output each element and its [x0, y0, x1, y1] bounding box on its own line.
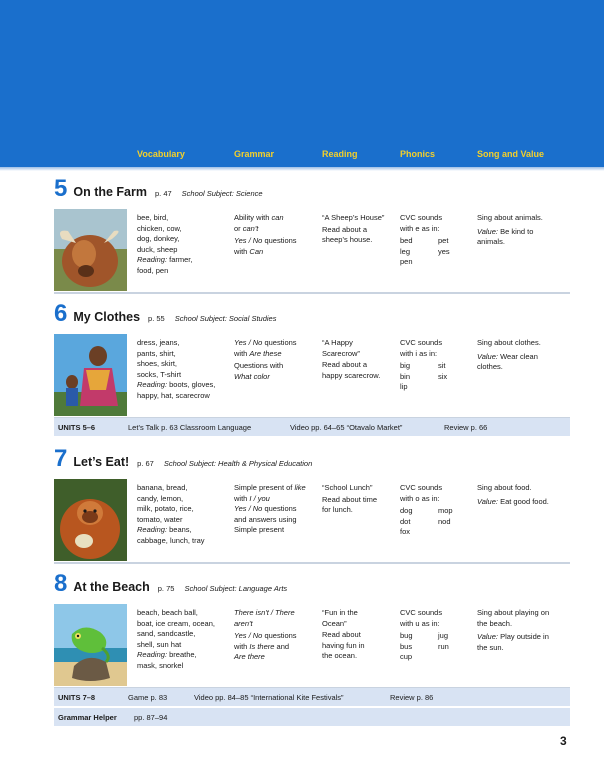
grammar-cell	[234, 338, 318, 382]
grammar-emphasis: Can	[249, 246, 264, 256]
reading-label: Reading:	[137, 380, 168, 389]
unit-number: 5	[54, 175, 68, 202]
grammar-line	[234, 372, 318, 383]
video-link[interactable]: Video pp. 84–85 “International Kite Festivals”	[194, 693, 344, 702]
grammar-text: and	[274, 641, 290, 651]
phonics-cell	[400, 213, 472, 268]
vocabulary-line: tomato, water	[137, 514, 183, 524]
grammar-cell	[234, 608, 318, 663]
grammar-emphasis: can	[271, 213, 284, 222]
value-text-line: animals.	[477, 237, 505, 246]
phonics-cell	[400, 608, 472, 663]
school-subject: School Subject: Language Arts	[184, 584, 288, 593]
unit-number: 6	[54, 300, 68, 327]
grammar-emphasis: can't	[242, 223, 259, 233]
vocabulary-line: banana, bread,	[137, 483, 188, 492]
grammar-emphasis: Yes / No	[234, 236, 263, 245]
grammar-line	[234, 515, 318, 526]
phonics-word: bin	[400, 371, 411, 381]
phonics-word: run	[438, 641, 449, 651]
phonics-intro: CVC sounds	[400, 213, 443, 222]
highland-cow-photo	[54, 209, 127, 291]
vocabulary-cell	[137, 608, 231, 671]
phonics-intro: CVC sounds	[400, 483, 443, 492]
value-label: Value:	[477, 351, 498, 361]
phonics-word: jug	[438, 631, 449, 640]
phonics-word	[438, 527, 468, 538]
video-link[interactable]: Video pp. 64–65 “Otavalo Market”	[290, 423, 403, 432]
phonics-word: cup	[400, 652, 413, 661]
grammar-helper-bar	[54, 708, 570, 726]
column-heading-grammar: Grammar	[234, 149, 275, 159]
review-bar-label: UNITS 5–6	[58, 423, 96, 432]
phonics-word-grid	[400, 236, 472, 268]
phonics-intro: with i as in:	[400, 348, 438, 358]
song-line: Sing about clothes.	[477, 338, 541, 347]
grammar-line	[234, 213, 318, 224]
reading-cell	[322, 338, 396, 381]
game-link[interactable]: Game p. 83	[128, 693, 168, 702]
phonics-cell	[400, 483, 472, 538]
grammar-line	[234, 338, 318, 349]
vocabulary-line: sand, sandcastle,	[137, 629, 196, 638]
row-divider	[54, 562, 570, 564]
grammar-line	[234, 483, 318, 494]
vocabulary-line: milk, potato, rice,	[137, 504, 194, 513]
grammar-emphasis: There isn't / There	[234, 608, 295, 617]
school-subject: School Subject: Social Studies	[174, 314, 277, 323]
grammar-text: questions	[262, 631, 297, 640]
grammar-emphasis: Are there	[234, 652, 265, 661]
grammar-text: or	[234, 223, 243, 233]
song-line: Sing about animals.	[477, 213, 543, 222]
phonics-word: yes	[438, 246, 450, 256]
grammar-text: with	[234, 348, 250, 358]
grammar-emphasis: Are these	[249, 348, 282, 358]
vocabulary-reading-line	[137, 650, 231, 661]
grammar-text: with	[234, 493, 250, 503]
grammar-text: Ability with	[234, 213, 272, 222]
column-heading-reading: Reading	[322, 149, 358, 159]
reading-description: Read about	[322, 630, 361, 639]
reading-label: Reading:	[137, 650, 168, 659]
unit-page-ref[interactable]: p. 55	[148, 314, 165, 323]
value-line	[477, 227, 569, 238]
reading-title: “School Lunch”	[322, 483, 373, 492]
vocabulary-line: shell, sun hat	[137, 639, 182, 649]
reading-words: breathe,	[167, 650, 197, 659]
grammar-helper-label: Grammar Helper	[58, 713, 117, 722]
phonics-word: nod	[438, 516, 451, 526]
unit-page-ref[interactable]: p. 67	[137, 459, 154, 468]
banner-divider	[0, 167, 604, 171]
phonics-word-grid	[400, 361, 472, 393]
lets-talk-link[interactable]: Let’s Talk p. 63 Classroom Language	[128, 423, 252, 432]
value-text: Eat good food.	[498, 496, 549, 506]
grammar-text: with	[234, 246, 250, 256]
unit-title: My Clothes	[73, 310, 141, 324]
vocabulary-line: dress, jeans,	[137, 338, 180, 347]
grammar-emphasis: aren't	[234, 618, 253, 628]
vocabulary-line: bee, bird,	[137, 213, 169, 222]
phonics-word: sit	[438, 361, 446, 370]
value-label: Value:	[477, 632, 498, 641]
value-text: Play outside in	[498, 632, 549, 641]
grammar-line	[234, 247, 318, 258]
vocabulary-line: socks, T-shirt	[137, 369, 182, 379]
phonics-word-grid	[400, 631, 472, 663]
review-link[interactable]: Review p. 86	[390, 693, 434, 702]
reading-cell	[322, 213, 396, 246]
phonics-word: leg	[400, 246, 411, 256]
value-text: Be kind to	[498, 226, 534, 236]
column-heading-song-and-value: Song and Value	[477, 149, 545, 159]
phonics-word: bug	[400, 631, 413, 640]
grammar-text: Questions with	[234, 361, 284, 370]
grammar-text: Simple present of	[234, 483, 295, 492]
orangutan-photo	[54, 479, 127, 561]
grammar-emphasis: I / you	[249, 493, 270, 503]
grammar-cell	[234, 213, 318, 257]
header-banner	[0, 0, 604, 167]
reading-title: “A Happy	[322, 338, 353, 347]
grammar-line	[234, 608, 318, 619]
vocabulary-cell	[137, 483, 231, 546]
reading-cell	[322, 483, 396, 516]
vocabulary-line: boat, ice cream, ocean,	[137, 618, 215, 628]
grammar-line	[234, 525, 318, 536]
phonics-word: dog	[400, 506, 413, 515]
grammar-cell	[234, 483, 318, 536]
value-text-line: the sun.	[477, 642, 504, 652]
value-line	[477, 352, 569, 363]
unit-number: 8	[54, 570, 68, 597]
phonics-word: pet	[438, 236, 449, 245]
grammar-line	[234, 236, 318, 247]
unit-header	[54, 447, 312, 471]
unit-page-ref[interactable]: p. 47	[154, 189, 172, 198]
vocabulary-cell	[137, 213, 231, 276]
phonics-word-grid	[400, 506, 472, 538]
grammar-line	[234, 494, 318, 505]
vocabulary-line: duck, sheep	[137, 244, 178, 254]
reading-words: farmer,	[167, 255, 193, 264]
grammar-line	[234, 504, 318, 515]
row-divider	[54, 292, 570, 294]
grammar-line	[234, 361, 318, 372]
vocabulary-reading-line	[137, 525, 231, 536]
grammar-line	[234, 652, 318, 663]
reading-description: Read about a	[322, 224, 368, 234]
reading-description: having fun in	[322, 640, 365, 650]
phonics-word: dot	[400, 516, 411, 526]
grammar-text: Simple present	[234, 525, 285, 534]
song-value-cell	[477, 213, 569, 248]
vocabulary-line: beach, beach ball,	[137, 608, 198, 617]
song-line: Sing about playing on	[477, 608, 550, 617]
grammar-emphasis: Yes / No	[234, 631, 263, 640]
phonics-word: bus	[400, 641, 413, 651]
song-value-cell	[477, 483, 569, 507]
reading-words: boots, gloves,	[167, 380, 216, 389]
phonics-word: six	[438, 371, 448, 381]
grammar-line	[234, 631, 318, 642]
grammar-line	[234, 349, 318, 360]
grammar-emphasis: Is there	[249, 641, 275, 651]
phonics-word	[438, 382, 468, 393]
grammar-text: questions	[262, 236, 297, 245]
song-value-cell	[477, 608, 569, 653]
vocabulary-cell	[137, 338, 231, 401]
vocabulary-line: shoes, skirt,	[137, 359, 178, 368]
reading-words-line: happy, hat, scarecrow	[137, 390, 210, 400]
vocabulary-line: dog, donkey,	[137, 234, 180, 243]
reading-label: Reading:	[137, 255, 168, 264]
reading-title: Scarecrow”	[322, 348, 360, 358]
unit-title: At the Beach	[73, 580, 150, 594]
unit-number: 7	[54, 445, 68, 472]
phonics-intro: with e as in:	[400, 223, 440, 233]
grammar-line	[234, 619, 318, 630]
phonics-word: lip	[400, 382, 408, 391]
grammar-helper-pages[interactable]: pp. 87–94	[134, 713, 168, 722]
phonics-intro: with u as in:	[400, 618, 440, 628]
grammar-line	[234, 642, 318, 653]
reading-description: Read about time	[322, 494, 378, 504]
grammar-text: and answers using	[234, 514, 297, 524]
unit-header	[54, 302, 276, 326]
song-line: Sing about food.	[477, 483, 532, 492]
reading-description: sheep’s house.	[322, 235, 373, 244]
phonics-word: mop	[438, 506, 453, 515]
vocabulary-line: candy, lemon,	[137, 493, 184, 503]
reading-cell	[322, 608, 396, 662]
review-bar-label: UNITS 7–8	[58, 693, 96, 702]
phonics-intro: with o as in:	[400, 493, 440, 503]
phonics-intro: CVC sounds	[400, 338, 443, 347]
phonics-word	[438, 257, 468, 268]
reading-words-line: food, pen	[137, 265, 169, 275]
reading-title: “Fun in the	[322, 608, 358, 617]
grammar-text: questions	[262, 504, 297, 513]
grammar-emphasis: Yes / No	[234, 338, 263, 347]
grammar-text: questions	[262, 338, 297, 347]
reading-words-line: mask, snorkel	[137, 660, 184, 670]
vocabulary-line: pants, shirt,	[137, 348, 176, 358]
unit-header	[54, 572, 287, 596]
phonics-word	[438, 652, 468, 663]
unit-title: Let’s Eat!	[73, 455, 130, 469]
value-text: Wear clean	[498, 351, 538, 361]
reading-words: beans,	[167, 525, 192, 534]
chameleon-photo	[54, 604, 127, 686]
reading-title: Ocean”	[322, 618, 347, 628]
review-link[interactable]: Review p. 66	[444, 423, 488, 432]
phonics-intro: CVC sounds	[400, 608, 443, 617]
value-label: Value:	[477, 496, 498, 506]
reading-description: Read about a	[322, 360, 368, 369]
school-subject: School Subject: Health & Physical Education	[163, 459, 313, 468]
review-bar-units-7-8	[54, 688, 570, 706]
vocabulary-reading-line	[137, 380, 231, 391]
clothes-photo	[54, 334, 127, 416]
unit-header	[54, 177, 263, 201]
value-line	[477, 497, 569, 508]
reading-words-line: cabbage, lunch, tray	[137, 535, 205, 545]
value-line	[477, 632, 569, 643]
vocabulary-line: chicken, cow,	[137, 223, 182, 233]
song-line: the beach.	[477, 618, 513, 628]
vocabulary-reading-line	[137, 255, 231, 266]
grammar-emphasis: like	[294, 483, 306, 492]
phonics-word: big	[400, 361, 411, 370]
page-number: 3	[560, 734, 567, 748]
column-heading-phonics: Phonics	[400, 149, 436, 159]
grammar-line	[234, 224, 318, 235]
phonics-word: fox	[400, 527, 411, 536]
school-subject: School Subject: Science	[181, 189, 263, 198]
reading-description: the ocean.	[322, 651, 358, 660]
phonics-word: pen	[400, 257, 413, 266]
value-text-line: clothes.	[477, 362, 503, 371]
value-label: Value:	[477, 226, 498, 236]
grammar-emphasis: Yes / No	[234, 504, 263, 513]
column-heading-vocabulary: Vocabulary	[137, 149, 185, 159]
reading-label: Reading:	[137, 525, 168, 534]
grammar-emphasis: What color	[234, 371, 270, 381]
song-value-cell	[477, 338, 569, 373]
grammar-text: with	[234, 641, 250, 651]
phonics-cell	[400, 338, 472, 393]
reading-description: for lunch.	[322, 505, 353, 514]
unit-page-ref[interactable]: p. 75	[157, 584, 175, 593]
phonics-word: bed	[400, 236, 413, 245]
unit-title: On the Farm	[73, 185, 147, 199]
reading-title: “A Sheep’s House”	[322, 213, 385, 222]
review-bar-units-5-6	[54, 418, 570, 436]
reading-description: happy scarecrow.	[322, 370, 381, 380]
